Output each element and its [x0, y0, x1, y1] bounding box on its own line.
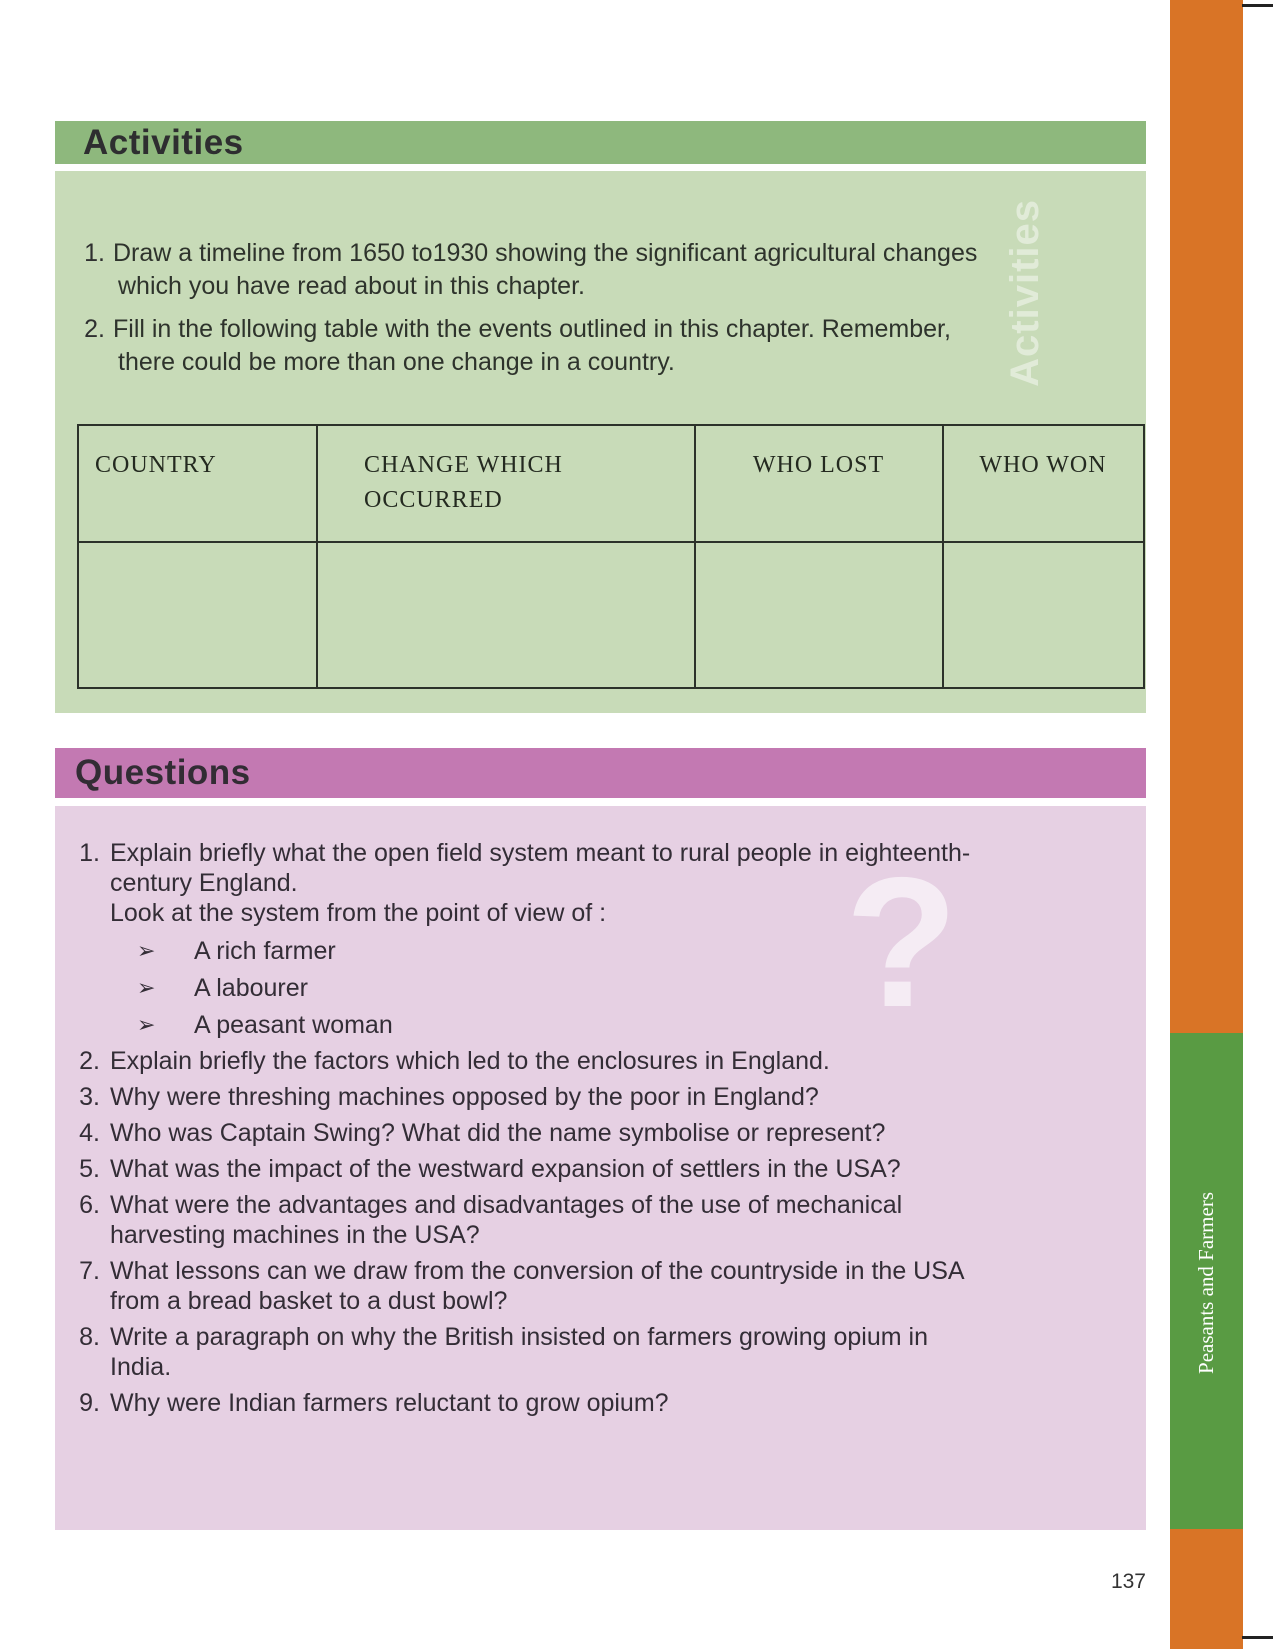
activities-section — [55, 121, 1146, 713]
table-cell — [943, 542, 1144, 688]
item-number: 2. — [79, 1047, 100, 1075]
arrow-bullet-icon: ➢ — [137, 938, 156, 963]
crop-mark-bottom — [1242, 1636, 1273, 1639]
bullet-text: A rich farmer — [194, 937, 336, 965]
item-text: What lessons can we draw from the conversion of the countryside in the USA from a bread basket to a dust bowl? — [110, 1257, 965, 1315]
item-text: What was the impact of the westward expansion of settlers in the USA? — [110, 1155, 901, 1183]
bullet-list — [110, 936, 970, 1040]
table-cell — [78, 542, 317, 688]
item-number: 1. — [79, 839, 100, 867]
item-number: 4. — [79, 1119, 100, 1147]
item-text: Fill in the following table with the events outlined in this chapter. Remember, there could be more than one change in a country. — [113, 315, 951, 376]
bullet-item — [110, 973, 970, 1003]
activities-title: Activities — [83, 122, 244, 162]
item-text: What were the advantages and disadvantages of the use of mechanical harvesting machines in the USA? — [110, 1191, 903, 1249]
item-text: Write a paragraph on why the British insisted on farmers growing opium in India. — [110, 1323, 928, 1381]
column-header-country: COUNTRY — [78, 425, 317, 542]
item-number: 3. — [79, 1083, 100, 1111]
question-item — [72, 1154, 1146, 1184]
item-number: 9. — [79, 1389, 100, 1417]
arrow-bullet-icon: ➢ — [137, 1012, 156, 1037]
bullet-item — [110, 936, 970, 966]
question-item — [72, 1322, 1146, 1382]
table-row — [78, 542, 1144, 688]
table-cell — [695, 542, 943, 688]
activities-body — [55, 171, 1146, 713]
question-item — [72, 1190, 1146, 1250]
question-item — [72, 838, 1146, 1046]
bullet-text: A labourer — [194, 974, 308, 1002]
item-text: Why were threshing machines opposed by the poor in England? — [110, 1083, 819, 1111]
list-item — [78, 313, 1146, 379]
table-cell — [317, 542, 695, 688]
questions-list — [55, 806, 1146, 1418]
sidebar-orange-bar-bottom — [1170, 1529, 1243, 1649]
fill-in-table — [77, 424, 1145, 689]
activities-header-bar — [55, 121, 1146, 164]
activities-watermark: Activities — [1003, 199, 1047, 387]
column-header-change: CHANGE WHICH OCCURRED — [317, 425, 695, 542]
item-number: 1. — [84, 239, 105, 267]
item-number: 2. — [84, 315, 105, 343]
column-header-who-won: WHO WON — [943, 425, 1144, 542]
item-number: 5. — [79, 1155, 100, 1183]
bullet-text: A peasant woman — [194, 1011, 393, 1039]
arrow-bullet-icon: ➢ — [137, 975, 156, 1000]
questions-body — [55, 806, 1146, 1530]
question-item — [72, 1082, 1146, 1112]
questions-section — [55, 748, 1146, 1530]
question-item — [72, 1046, 1146, 1076]
item-number: 8. — [79, 1323, 100, 1351]
item-text: Explain briefly the factors which led to the enclosures in England. — [110, 1047, 830, 1075]
activities-list — [55, 171, 1146, 379]
item-text: Draw a timeline from 1650 to1930 showing the significant agricultural changes which you have read about in this chapter. — [113, 239, 978, 300]
sidebar-green-bar — [1170, 1033, 1243, 1529]
item-text: Who was Captain Swing? What did the name symbolise or represent? — [110, 1119, 886, 1147]
item-text: Explain briefly what the open field system meant to rural people in eighteenth- century England. Look at the system from the point of view of : ➢ A rich farmer ➢ A labourer ➢ A peasant woman — [110, 839, 971, 1039]
chapter-label: Peasants and Farmers — [1194, 1192, 1218, 1374]
page-number: 137 — [1110, 1570, 1146, 1593]
item-number: 7. — [79, 1257, 100, 1285]
list-item — [78, 237, 1146, 303]
question-item — [72, 1118, 1146, 1148]
questions-title: Questions — [75, 753, 251, 792]
questions-header-bar — [55, 748, 1146, 798]
question-item — [72, 1256, 1146, 1316]
bullet-item — [110, 1010, 970, 1040]
sidebar-orange-bar-top — [1170, 0, 1243, 1033]
item-number: 6. — [79, 1191, 100, 1219]
crop-mark-top — [1242, 4, 1273, 7]
item-text: Why were Indian farmers reluctant to grow opium? — [110, 1389, 669, 1417]
question-mark-watermark: ? — [844, 840, 958, 1046]
column-header-who-lost: WHO LOST — [695, 425, 943, 542]
question-item — [72, 1388, 1146, 1418]
table-header-row — [78, 425, 1144, 542]
